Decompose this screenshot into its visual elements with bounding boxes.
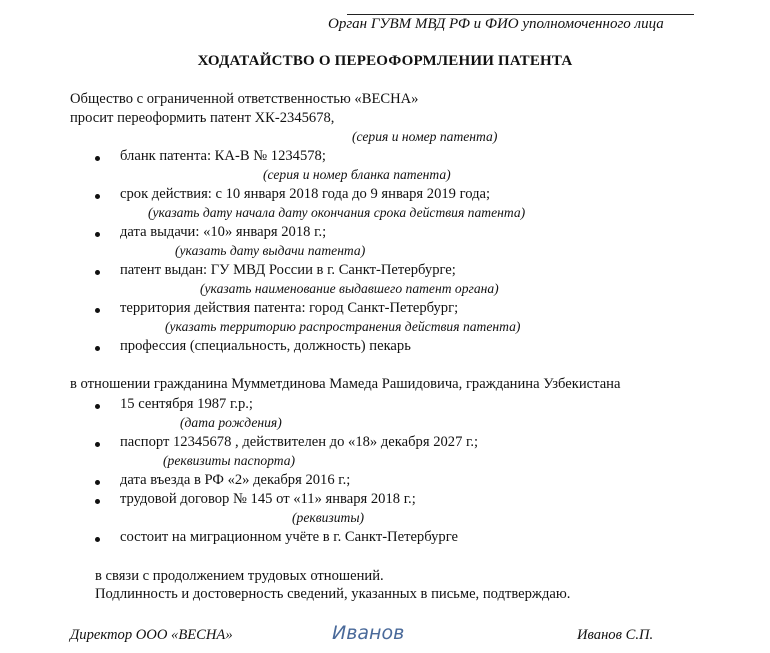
bullet-marker [95,232,100,237]
bullet-marker [95,270,100,275]
citizen-line: в отношении гражданина Мумметдинова Мамеда Рашидовича, гражданина Узбекистана [70,376,621,392]
signatory-name: Иванов С.П. [577,627,654,643]
patent-item-issue-date-hint: (указать дату выдачи патента) [175,243,366,258]
patent-item-validity-hint: (указать дату начала дату окончания срока действия патента) [148,205,526,220]
bullet-marker [95,499,100,504]
citizen-item-birthdate-hint: (дата рождения) [180,415,282,430]
citizen-item-entry-date: дата въезда в РФ «2» декабря 2016 г.; [120,472,351,488]
bullet-marker [95,346,100,351]
patent-item-issuer-hint: (указать наименование выдавшего патент органа) [200,281,499,296]
citizen-item-registration: состоит на миграционном учёте в г. Санкт-Петербурге [120,529,458,545]
intro-line-2: просит переоформить патент ХК-2345678, [70,110,335,126]
patent-item-territory-hint: (указать территорию распространения действия патента) [165,319,521,334]
citizen-item-birthdate: 15 сентября 1987 г.р.; [120,396,253,412]
citizen-item-contract: трудовой договор № 145 от «11» января 2018 г.; [120,491,416,507]
bullet-marker [95,156,100,161]
document-title: ХОДАТАЙСТВО О ПЕРЕОФОРМЛЕНИИ ПАТЕНТА [197,53,573,69]
citizen-item-passport-hint: (реквизиты паспорта) [163,453,296,468]
signatory-position: Директор ООО «ВЕСНА» [70,627,233,643]
bullet-marker [95,308,100,313]
patent-item-issuer: патент выдан: ГУ МВД России в г. Санкт-Петербурге; [120,262,456,278]
patent-item-validity: срок действия: с 10 января 2018 года до 9 января 2019 года; [120,186,491,202]
patent-item-blank: бланк патента: КА-В № 1234578; [120,148,326,164]
handwritten-signature: Иванов [332,622,405,644]
bullet-marker [95,537,100,542]
closing-line-1: в связи с продолжением трудовых отношений. [95,568,384,584]
header-underline [347,14,694,15]
citizen-item-contract-hint: (реквизиты) [292,510,365,525]
bullet-marker [95,442,100,447]
intro-line-1: Общество с ограниченной ответственностью «ВЕСНА» [70,91,419,107]
patent-item-blank-hint: (серия и номер бланка патента) [263,167,451,182]
patent-item-territory: территория действия патента: город Санкт-Петербург; [120,300,459,316]
citizen-item-passport: паспорт 12345678 , действителен до «18» декабря 2027 г.; [120,434,479,450]
closing-line-2: Подлинность и достоверность сведений, указанных в письме, подтверждаю. [95,586,571,602]
bullet-marker [95,480,100,485]
addressee-header: Орган ГУВМ МВД РФ и ФИО уполномоченного лица [328,16,664,32]
intro-hint: (серия и номер патента) [352,129,498,144]
bullet-marker [95,404,100,409]
bullet-marker [95,194,100,199]
patent-item-issue-date: дата выдачи: «10» января 2018 г.; [120,224,327,240]
patent-item-profession: профессия (специальность, должность) пекарь [120,338,411,354]
